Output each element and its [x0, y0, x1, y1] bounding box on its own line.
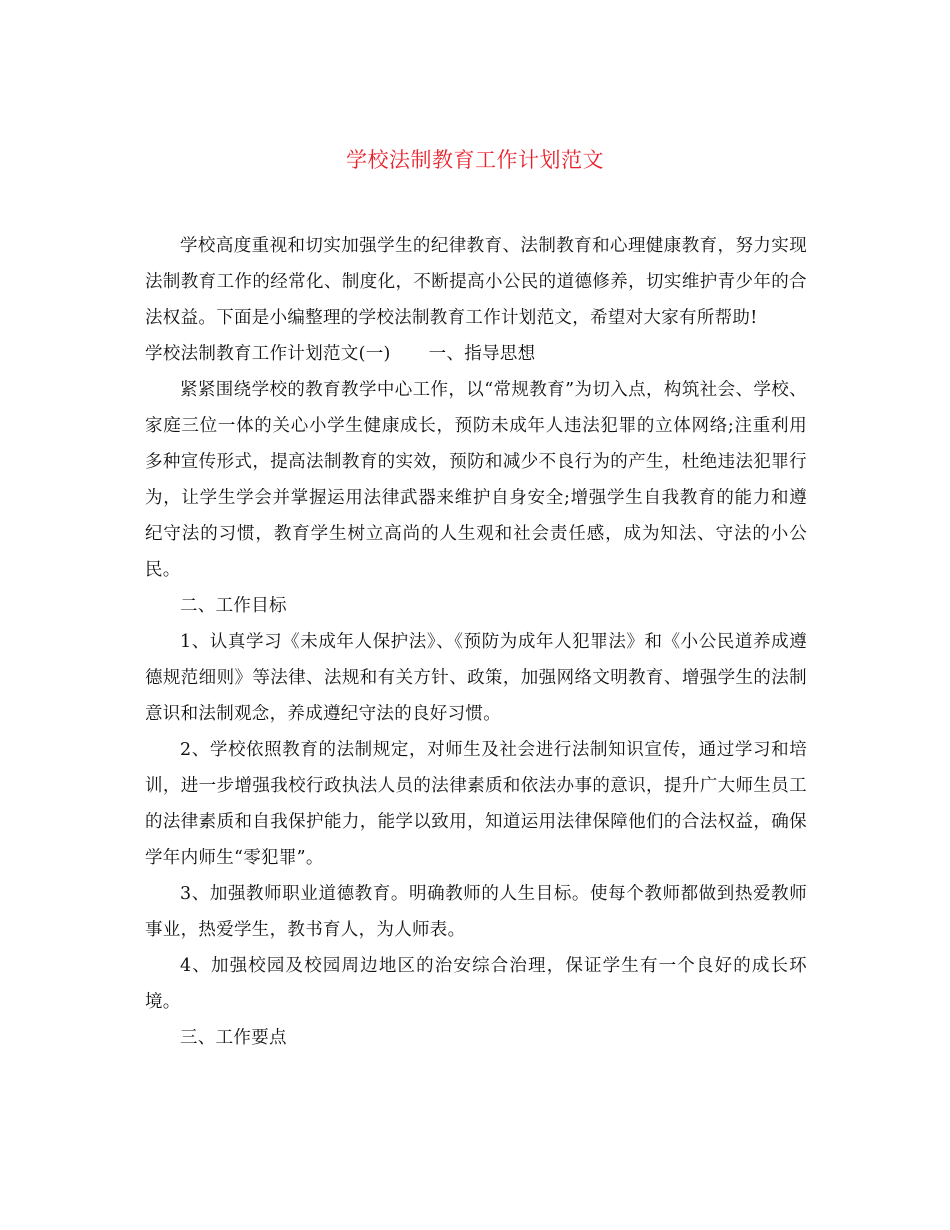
goal-item-2: 2、学校依照教育的法制规定，对师生及社会进行法制知识宣传，通过学习和培训，进一步增强我校行政执法人员的法律素质和依法办事的意识，提升广大师生员工的法律素质和自我保护能力，能学以致用，知道运用法律保障他们的合法权益，确保学年内师生“零犯罪”。: [145, 740, 807, 868]
section1-heading: 一、指导思想: [428, 344, 536, 364]
section3-heading: 三、工作要点: [180, 1028, 287, 1048]
section1-paragraph: 紧紧围绕学校的教育教学中心工作，以“常规教育”为切入点，构筑社会、学校、家庭三位一体的关心小学生健康成长，预防未成年人违法犯罪的立体网络;注重利用多种宣传形式，提高法制教育的实效，预防和减少不良行为的产生，杜绝违法犯罪行为，让学生学会并掌握运用法律武器来维护自身安全;增强学生自我教育的能力和遵纪守法的习惯，教育学生树立高尚的人生观和社会责任感，成为知法、守法的小公民。: [145, 380, 807, 580]
intro-paragraph: 学校高度重视和切实加强学生的纪律教育、法制教育和心理健康教育，努力实现法制教育工作的经常化、制度化，不断提高小公民的道德修养，切实维护青少年的合法权益。下面是小编整理的学校法制教育工作计划范文，希望对大家有所帮助!: [145, 236, 807, 328]
section-title-line: [145, 336, 807, 372]
section2-heading: 二、工作目标: [180, 596, 287, 616]
document-title: 学校法制教育工作计划范文: [346, 148, 604, 172]
goal-item-1: 1、认真学习《未成年人保护法》、《预防为成年人犯罪法》和《小公民道养成遵 德规范细则》等法律、法规和有关方针、政策，加强网络文明教育、增强学生的法制意识和法制观念，养成遵纪守法的良好习惯。: [145, 632, 807, 724]
section-title: 学校法制教育工作计划范文(一): [145, 344, 391, 364]
goal-item-4: 4、加强校园及校园周边地区的治安综合治理，保证学生有一个良好的成长环境。: [145, 956, 807, 1012]
goal-item-3: 3、加强教师职业道德教育。明确教师的人生目标。使每个教师都做到热爱教师事业，热爱学生，教书育人，为人师表。: [145, 884, 807, 940]
document-body: [145, 228, 807, 1056]
